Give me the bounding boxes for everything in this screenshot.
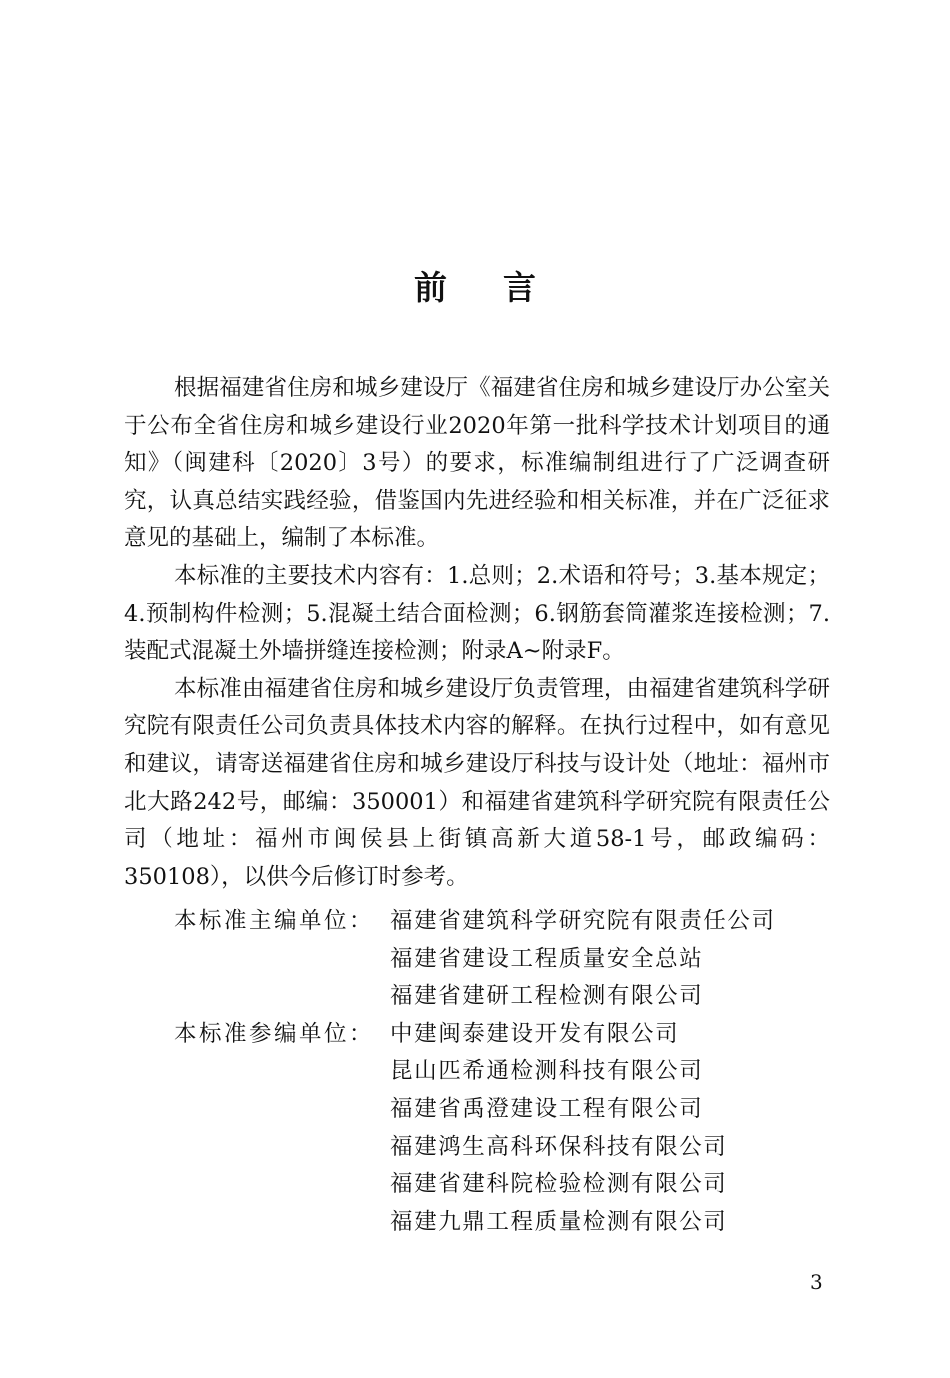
preface-paragraph-management: 本标准由福建省住房和城乡建设厅负责管理，由福建省建筑科学研究院有限责任公司负责具体技术内容的解释。在执行过程中，如有意见和建议，请寄送福建省住房和城乡建设厅科技与设计处（地址：福州市北大路242号，邮编：350001）和福建省建筑科学研究院有限责任公司（地址：福州市闽侯县上街镇高新大道58-1号，邮政编码：350108），以供今后修订时参考。	[124, 675, 830, 890]
chief-unit-item: 福建省建研工程检测有限公司	[390, 983, 704, 1010]
participating-units-label: 本标准参编单位：	[174, 1020, 375, 1047]
participating-units-group	[174, 1016, 834, 1242]
participating-unit-item: 福建鸿生高科环保科技有限公司	[390, 1133, 728, 1160]
chief-units-group	[174, 903, 834, 1016]
participating-unit-item: 福建省建科院检验检测有限公司	[390, 1171, 728, 1198]
participating-unit-item: 昆山匹希通检测科技有限公司	[390, 1058, 704, 1085]
preface-paragraph-contents: 本标准的主要技术内容有：1.总则；2.术语和符号；3.基本规定；4.预制构件检测；5.混凝土结合面检测；6.钢筋套筒灌浆连接检测；7.装配式混凝土外墙拼缝连接检测；附录A~附录F。	[124, 562, 830, 665]
drafting-units	[174, 903, 834, 1241]
chief-unit-item: 福建省建筑科学研究院有限责任公司	[390, 908, 776, 934]
chief-units-list	[390, 903, 834, 1016]
chief-unit-item: 福建省建设工程质量安全总站	[390, 945, 704, 972]
preface-paragraph-basis: 根据福建省住房和城乡建设厅《福建省住房和城乡建设厅办公室关于公布全省住房和城乡建设行业2020年第一批科学技术计划项目的通知》（闽建科〔2020〕3号）的要求，标准编制组进行了广泛调查研究，认真总结实践经验，借鉴国内先进经验和相关标准，并在广泛征求意见的基础上，编制了本标准。	[124, 375, 830, 552]
participating-unit-item: 福建九鼎工程质量检测有限公司	[390, 1208, 728, 1235]
participating-units-list	[390, 1016, 834, 1242]
page-number: 3	[810, 1270, 823, 1294]
chief-units-label: 本标准主编单位：	[174, 908, 375, 934]
page-title: 前言	[414, 268, 592, 307]
participating-unit-item: 福建省禹澄建设工程有限公司	[390, 1095, 704, 1122]
participating-unit-item: 中建闽泰建设开发有限公司	[390, 1020, 680, 1047]
preface-body	[124, 370, 830, 896]
